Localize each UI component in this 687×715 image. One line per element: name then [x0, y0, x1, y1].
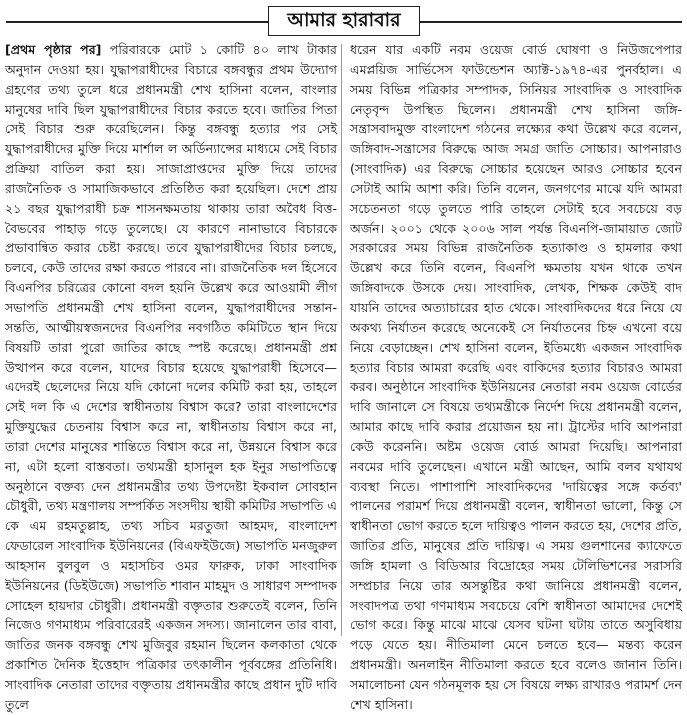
headline: আমার হারাবার [268, 6, 420, 36]
article-paragraph-left [5, 40, 337, 715]
headline-rule-left [6, 21, 268, 23]
column-divider [341, 44, 342, 636]
article-column-left [5, 40, 337, 712]
jump-label: [প্রথম পৃষ্ঠার পর] [5, 42, 102, 57]
article-column-right [350, 40, 682, 712]
headline-rule-right [420, 21, 682, 23]
article-paragraph-right: ধরেন যার একটি নবম ওয়েজ বোর্ড ঘোষণা ও নিউজপেপার এমপ্লয়িজ সার্ভিসেস ফাউন্ডেশন অ্যাক্ট-১৯৭৪-এর পুনর্বহাল। এ সময় বিভিন্ন পত্রিকার সম্পাদক, সিনিয়র সাংবাদিক ও সাংবাদিক নেতৃবৃন্দ উপস্থিত ছিলেন। প্রধানমন্ত্রী শেখ হাসিনা জঙ্গি-সন্ত্রাসবাদমুক্ত বাংলাদেশ গঠনের লক্ষ্যের কথা উল্লেখ করে বলেন, জঙ্গিবাদ-সন্ত্রাসের বিরুদ্ধে আজ সমগ্র জাতি সোচ্চার। আপনারাও (সাংবাদিক) এর বিরুদ্ধে সোচ্চার হয়েছেন আরও সোচ্চার হবেন সেটাই আমি আশা করি। তিনি বলেন, জনগণের মাঝে যদি আমরা সচেতনতা গড়ে তুলতে পারি তাহলে সেটাই হবে সবচেয়ে বড় অর্জন। ২০০১ থেকে ২০০৬ সাল পর্যন্ত বিএনপি-জামায়াত জোট সরকারের সময় বিভিন্ন রাজনৈতিক হত্যাকাণ্ড ও হামলার কথা উল্লেখ করে তিনি বলেন, বিএনপি ক্ষমতায় যখন থাকে তখন জঙ্গিবাদকে উসকে দেয়। সাংবাদিক, লেখক, শিক্ষক কেউই বাদ যায়নি তাদের অত্যাচারের হাত থেকে। সাংবাদিকদের ধরে নিয়ে যে অকথ্য নির্যাতন করেছে অনেকেই সে নির্যাতনের চিহ্ন এখনো বয়ে নিয়ে বেড়াচ্ছেন। শেখ হাসিনা বলেন, ইতিমধ্যে একজন সাংবাদিক হত্যার বিচার আমরা করেছি এবং বাকিদের হত্যার বিচারও আমরা করব। অনুষ্ঠানে সাংবাদিক ইউনিয়নের নেতারা নবম ওয়েজ বোর্ডের দাবি জানালে সে বিষয়ে তথ্যমন্ত্রীকে নির্দেশ দিয়ে প্রধানমন্ত্রী বলেন, আমার কাছে দাবি করার প্রয়োজন হয় না। ট্রাস্টের দাবি আপনারা কেউ করেননি। অষ্টম ওয়েজ বোর্ড আমরা দিয়েছি। আপনারা নবমের দাবি তুলেছেন। এখানে মন্ত্রী আছেন, আমি বলব যথাযথ ব্যবস্থা নিতে। পাশাপাশি সাংবাদিকদের 'দায়িত্বের সঙ্গে কর্তব্য' পালনের পরামর্শ দিয়ে প্রধানমন্ত্রী বলেন, স্বাধীনতা ভালো, কিন্তু সে স্বাধীনতা ভোগ করতে হলে দায়িত্বও পালন করতে হয়, দেশের প্রতি, জাতির প্রতি, মানুষের প্রতি দায়িত্ব। এ সময় গুলশানের ক্যাফেতে জঙ্গি হামলা ও বিডিআর বিদ্রোহের সময় টেলিভিশনের সরাসরি সম্প্রচার নিয়ে তার অসন্তুষ্টির কথা জানিয়ে প্রধানমন্ত্রী বলেন, সংবাদপত্র তথা গণমাধ্যম সবচেয়ে বেশি স্বাধীনতা আমাদের দেশেই ভোগ করে। কিন্তু মাঝে মাঝে যেসব ঘটনা ঘটায় তাতে অসুবিধায় পড়ে যেতে হয়। নীতিমালা মেনে চলতে হবে— মন্তব্য করেন প্রধানমন্ত্রী। অনলাইন নীতিমালা করতে হবে বলেও জানান তিনি। সমালোচনা যেন গঠনমূলক হয় সে বিষয়ে লক্ষ্য রাখারও পরামর্শ দেন শেখ হাসিনা। [350, 42, 682, 712]
headline-bar [0, 0, 687, 38]
article-text-left: পরিবারকে মোট ১ কোটি ৪০ লাখ টাকার অনুদান দেওয়া হয়। যুদ্ধাপরাধীদের বিচারে বঙ্গবন্ধুর প্রথম উদ্যোগ গ্রহণের তথ্য তুলে ধরে প্রধানমন্ত্রী শেখ হাসিনা বলেন, বাংলার মানুষের দাবি ছিল যুদ্ধাপরাধীদের বিচার করতে হবে। জাতির পিতা সেই বিচার শুরু করেছিলেন। কিন্তু বঙ্গবন্ধু হত্যার পর সেই যুদ্ধাপরাধীদের মুক্তি দিয়ে মার্শাল ল অর্ডিন্যান্সের মাধ্যমে সেই বিচার প্রক্রিয়া বাতিল করা হয়। সাজাপ্রাপ্তদের মুক্তি দিয়ে তাদের রাজনৈতিক ও সামাজিকভাবে প্রতিষ্ঠিত করা হয়েছিল। দেশে প্রায় ২১ বছর যুদ্ধাপরাধী চক্র শাসনক্ষমতায় থাকায় তারা অবৈধ বিত্ত-বৈভবের পাহাড় গড়ে তুলেছে। যে কারণে নানাভাবে বিচারকে প্রভাবান্বিত করার চেষ্টা করছে। তবে যুদ্ধাপরাধীদের বিচার চলছে, চলবে, কেউ তাদের রক্ষা করতে পারবে না। রাজনৈতিক দল হিসেবে বিএনপির চরিত্রের কোনো বদল হয়নি উল্লেখ করে আওয়ামী লীগ সভাপতি প্রধানমন্ত্রী শেখ হাসিনা বলেন, যুদ্ধাপরাধীদের সন্তান-সন্ততি, আত্মীয়স্বজনদের বিএনপির নবগঠিত কমিটিতে স্থান দিয়ে বিষয়টি তারা পুরো জাতির কাছে স্পষ্ট করেছে। প্রধানমন্ত্রী প্রশ্ন উত্থাপন করে বলেন, যাদের বিচার হয়েছে যুদ্ধাপরাধী হিসেবে— এদেরই ছেলেদের নিয়ে যদি কোনো দলের কমিটি করা হয়, তাহলে সেই দল কি এ দেশের স্বাধীনতায় বিশ্বাস করে? তারা বাংলাদেশের মুক্তিযুদ্ধের চেতনায় বিশ্বাস করে না, স্বাধীনতায় বিশ্বাস করে না, তারা দেশের মানুষের শান্তিতে বিশ্বাস করে না, উন্নয়নে বিশ্বাস করে না, এটা হলো বাস্তবতা। তথ্যমন্ত্রী হাসানুল হক ইনুর সভাপতিত্বে অনুষ্ঠানে বক্তব্য দেন প্রধানমন্ত্রীর তথ্য উপদেষ্টা ইকবাল সোবহান চৌধুরী, তথ্য মন্ত্রণালয় সম্পর্কিত সংসদীয় স্থায়ী কমিটির সভাপতি এ কে এম রহমতুল্লাহ, তথ্য সচিব মরতুজা আহমদ, বাংলাদেশ ফেডারেল সাংবাদিক ইউনিয়নের (বিএফইউজে) সভাপতি মনজুরুল আহসান বুলবুল ও মহাসচিব ওমর ফারুক, ঢাকা সাংবাদিক ইউনিয়নের (ডিইউজে) সভাপতি শাবান মাহমুদ ও সাধারণ সম্পাদক সোহেল হায়দার চৌধুরী। প্রধানমন্ত্রী বক্তৃতার শুরুতেই বলেন, তিনি নিজেও গণমাধ্যম পরিবারেরই একজন সদস্য। জানালেন তার বাবা, জাতির জনক বঙ্গবন্ধু শেখ মুজিবুর রহমান ছিলেন কলকাতা থেকে প্রকাশিত দৈনিক ইত্তেহাদ পত্রিকার তৎকালীন পূর্ববঙ্গের প্রতিনিধি। সাংবাদিক নেতারা তাদের বক্তৃতায় প্রধানমন্ত্রীর কাছে প্রধান দুটি দাবি তুলে [5, 42, 337, 712]
